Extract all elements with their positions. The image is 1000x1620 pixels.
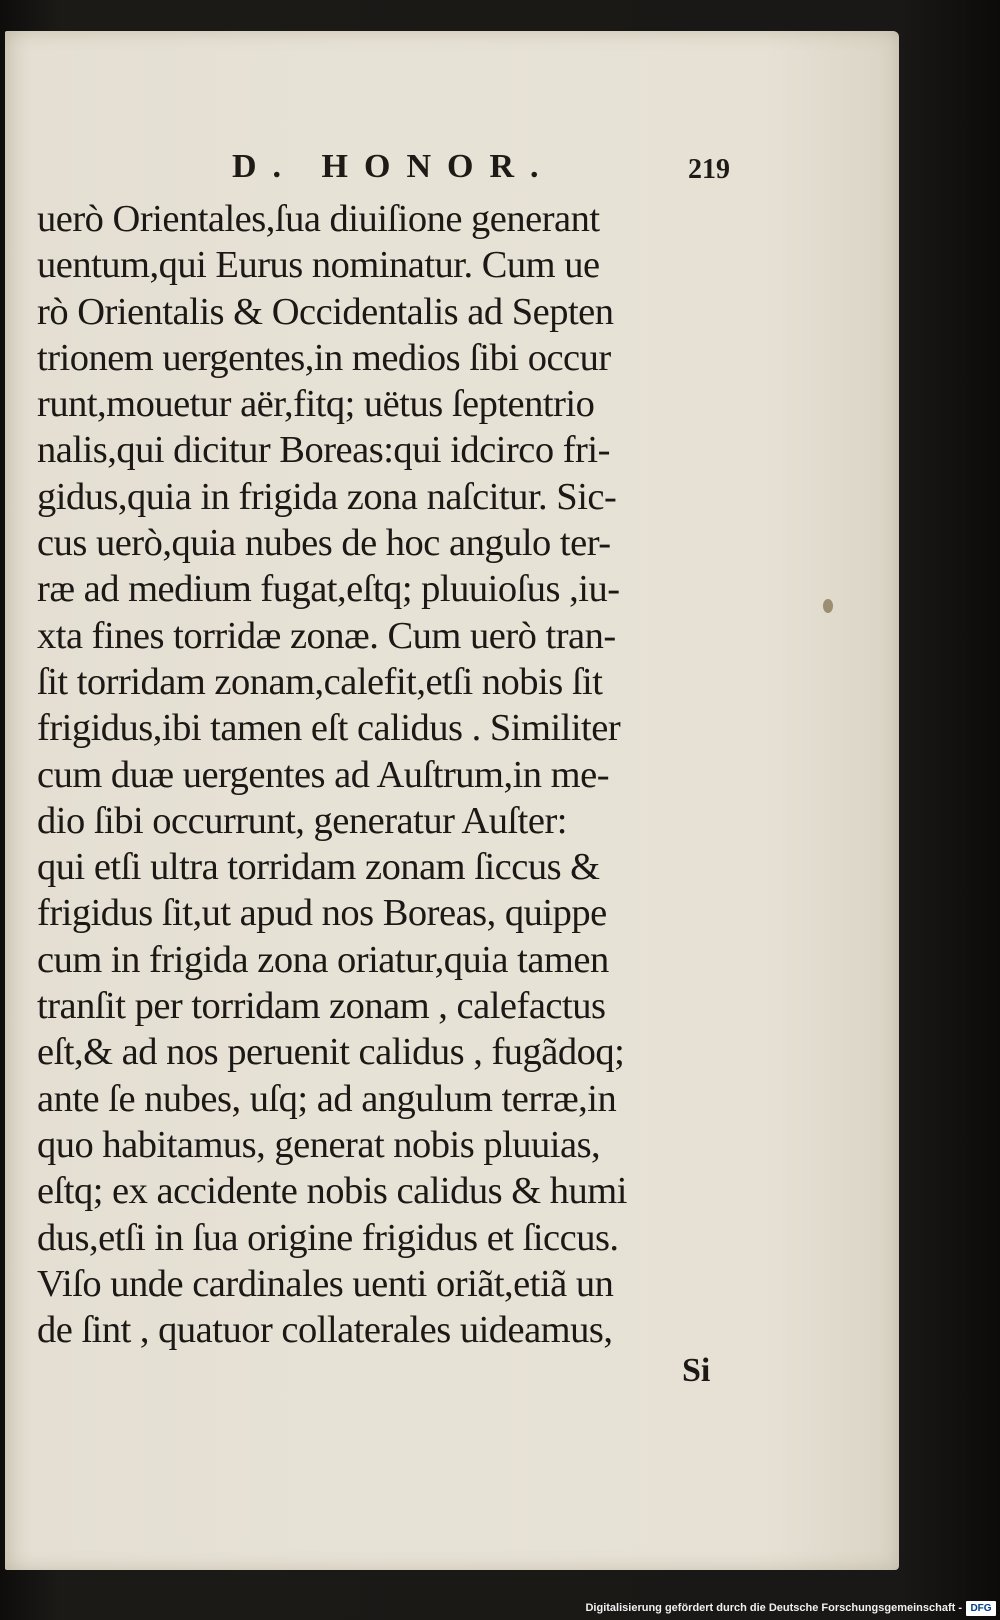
text-line: cus uerò,quia nubes de hoc angulo ter- [37, 522, 611, 565]
text-line: uerò Orientales,ſua diuiſione generant [37, 198, 600, 240]
catchword: Si [682, 1352, 711, 1389]
text-line: ræ ad medium fugat,eſtq; pluuioſus ,iu- [37, 568, 620, 611]
running-head [232, 148, 732, 198]
text-line: ſit torridam zonam,calefit,etſi nobis ſit [37, 660, 603, 703]
text-line: xta fines torridæ zonæ. Cum uerò tran- [37, 614, 616, 657]
text-line: cum duæ uergentes ad Auſtrum,in me- [37, 753, 610, 796]
text-line: quo habitamus, generat nobis pluuias, [37, 1123, 601, 1166]
text-line: tranſit per torridam zonam , calefactus [37, 985, 606, 1028]
dfg-logo: DFG [966, 1601, 996, 1616]
text-line: de ſint , quatuor collaterales uideamus, [37, 1309, 613, 1352]
text-line: rò Orientalis & Occidentalis ad Septen [37, 290, 614, 333]
running-head-title: D. HONOR. [232, 148, 555, 185]
text-line: dus,etſi in ſua origine frigidus et ſiccus. [37, 1216, 619, 1259]
text-line: uentum,qui Eurus nominatur. Cum ue [37, 244, 600, 287]
text-line: trionem uergentes,in medios ſibi occur [37, 336, 611, 379]
text-line: eſt,& ad nos peruenit calidus , fugãdoq; [37, 1031, 625, 1074]
text-line: frigidus,ibi tamen eſt calidus . Similiter [37, 707, 621, 750]
text-line: gidus,quia in frigida zona naſcitur. Sic- [37, 475, 617, 518]
paper-stain [823, 599, 833, 613]
text-line: runt,mouetur aër,fitq; uëtus ſeptentrio [37, 383, 595, 426]
text-block [37, 196, 727, 1353]
text-line: frigidus ſit,ut apud nos Boreas, quippe [37, 892, 607, 935]
text-line: ante ſe nubes, uſq; ad angulum terræ,in [37, 1077, 617, 1120]
text-line: qui etſi ultra torridam zonam ſiccus & [37, 846, 600, 889]
text-line: nalis,qui dicitur Boreas:qui idcirco fri- [37, 429, 610, 472]
text-line: eſtq; ex accidente nobis calidus & humi [37, 1170, 627, 1213]
page-number: 219 [688, 154, 730, 185]
text-line: Viſo unde cardinales uenti oriãt,etiã un [37, 1262, 614, 1305]
digitization-credit: Digitalisierung gefördert durch die Deutsche Forschungsgemeinschaft - [585, 1602, 962, 1614]
text-line: dio ſibi occurrunt, generatur Auſter: [37, 799, 567, 842]
text-line: cum in frigida zona oriatur,quia tamen [37, 938, 609, 981]
